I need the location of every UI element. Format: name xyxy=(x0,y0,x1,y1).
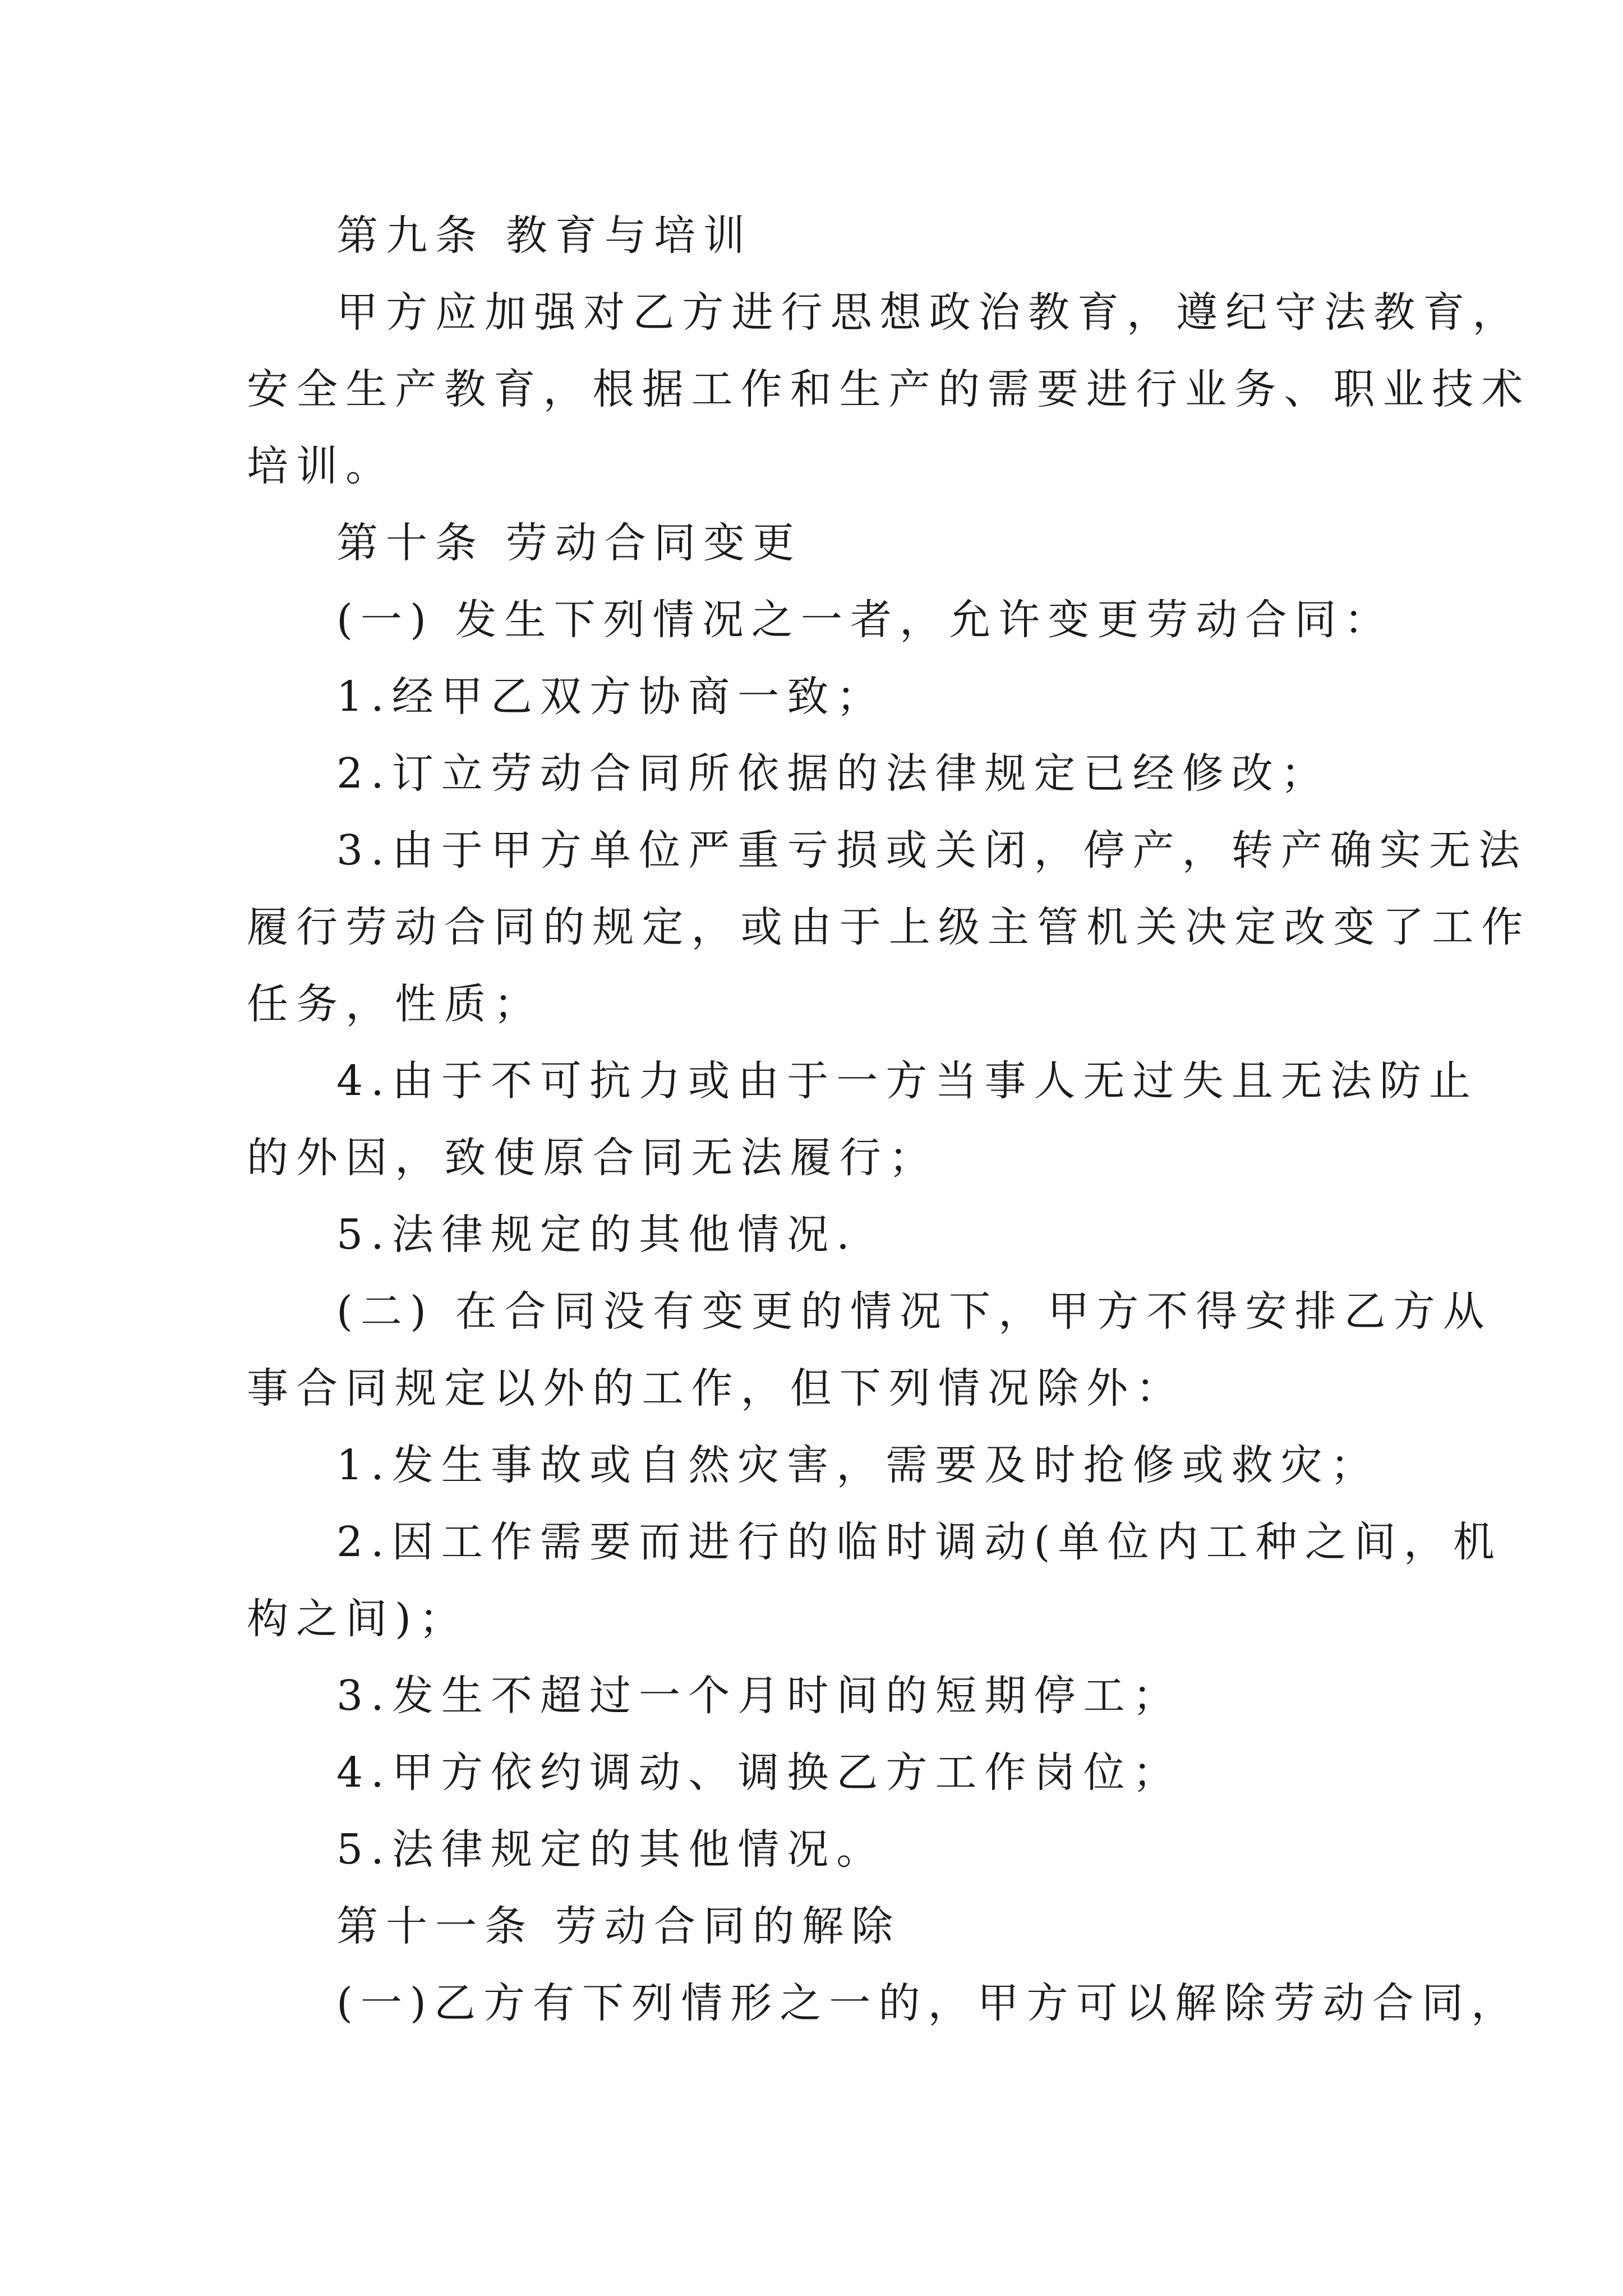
list-item: 4.由于不可抗力或由于一方当事人无过失且无法防止 xyxy=(336,1057,1479,1105)
list-item: 1.经甲乙双方协商一致； xyxy=(336,673,886,721)
clause-heading: (二) 在合同没有变更的情况下，甲方不得安排乙方从 xyxy=(336,1287,1492,1336)
list-item: 5.法律规定的其他情况。 xyxy=(336,1825,886,1874)
article-9-heading: 第九条 教育与培训 xyxy=(336,211,753,260)
article-10-heading: 第十条 劳动合同变更 xyxy=(336,519,803,567)
list-item: 4.甲方依约调动、调换乙方工作岗位； xyxy=(336,1749,1182,1797)
list-item: 3.由于甲方单位严重亏损或关闭，停产，转产确实无法 xyxy=(336,826,1528,875)
list-item: 2.因工作需要而进行的临时调动(单位内工种之间，机 xyxy=(336,1518,1502,1566)
article-11-heading: 第十一条 劳动合同的解除 xyxy=(336,1902,901,1950)
list-item-continuation: 构之间)； xyxy=(247,1595,469,1643)
article-9-paragraph-line: 培训。 xyxy=(247,442,395,490)
article-9-paragraph-line: 甲方应加强对乙方进行思想政治教育，遵纪守法教育， xyxy=(336,288,1522,337)
list-item-continuation: 任务，性质； xyxy=(247,980,543,1028)
list-item: 2.订立劳动合同所依据的法律规定已经修改； xyxy=(336,749,1330,798)
list-item: 5.法律规定的其他情况. xyxy=(336,1211,857,1259)
clause-heading: (一)乙方有下列情形之一的，甲方可以解除劳动合同， xyxy=(336,1979,1521,2027)
clause-heading: (一) 发生下列情况之一者，允许变更劳动合同： xyxy=(336,596,1394,644)
list-item-continuation: 履行劳动合同的规定，或由于上级主管机关决定改变了工作 xyxy=(247,903,1531,951)
list-item: 3.发生不超过一个月时间的短期停工； xyxy=(336,1672,1182,1720)
clause-continuation: 事合同规定以外的工作，但下列情况除外： xyxy=(247,1364,1186,1412)
article-9-paragraph-line: 安全生产教育，根据工作和生产的需要进行业务、职业技术 xyxy=(247,365,1531,413)
list-item-continuation: 的外因，致使原合同无法履行； xyxy=(247,1134,938,1182)
list-item: 1.发生事故或自然灾害，需要及时抢修或救灾； xyxy=(336,1441,1380,1489)
